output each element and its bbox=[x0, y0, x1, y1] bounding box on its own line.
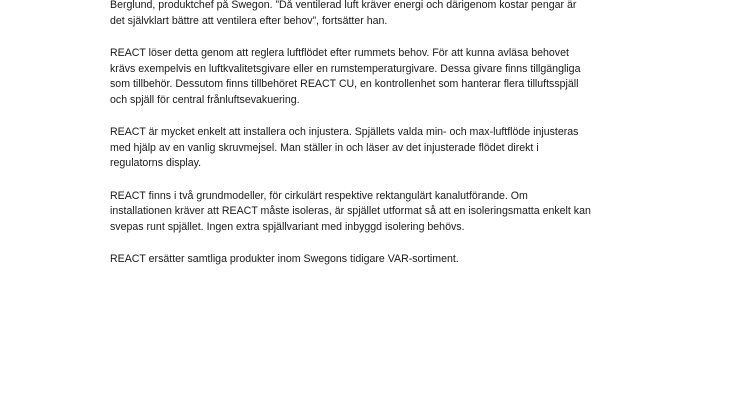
text-line: krävs exempelvis en luftkvalitetsgivare eller en rumstemperaturgivare. Dessa givare finns tillgängliga bbox=[110, 62, 581, 75]
text-line: svepas runt spjället. Ingen extra spjällvariant med inbyggd isolering behövs. bbox=[110, 220, 465, 233]
text-line: REACT är mycket enkelt att installera och injustera. Spjällets valda min- och max-luftflöde injusteras bbox=[110, 126, 579, 138]
paragraph-models bbox=[110, 189, 650, 236]
text-line: och spjäll för central frånluftsevakuering. bbox=[110, 93, 300, 106]
text-line: installationen kräver att REACT måste isoleras, är spjället utformat så att en isoleringsmatta enkelt kan bbox=[110, 205, 591, 217]
text-line: med hjälp av en vanlig skruvmejsel. Man ställer in och läser av det injusterade flödet direkt i bbox=[110, 141, 539, 154]
paragraph-regulation bbox=[110, 46, 650, 108]
text-line: regulatorns display. bbox=[110, 157, 202, 169]
document-body bbox=[110, 0, 650, 285]
paragraph-replacement bbox=[110, 252, 650, 268]
text-line: det självklart bättre att ventilera efter behov”, fortsätter han. bbox=[110, 14, 388, 27]
text-line: REACT löser detta genom att reglera luftflödet efter rummets behov. För att kunna avläsa behovet bbox=[110, 47, 569, 59]
text-line: Berglund, produktchef på Swegon. ”Då ventilerad luft kräver energi och därigenom kostar pengar är bbox=[110, 0, 577, 11]
text-line: REACT finns i två grundmodeller, för cirkulärt respektive rektangulärt kanalutförande. Om bbox=[110, 189, 528, 202]
paragraph-installation bbox=[110, 125, 650, 172]
paragraph-quote bbox=[110, 0, 650, 29]
text-line: som tillbehör. Dessutom finns tillbehöret REACT CU, en kontrollenhet som hanterar flera tilluftsspjäll bbox=[110, 78, 579, 90]
text-line: REACT ersätter samtliga produkter inom Swegons tidigare VAR-sortiment. bbox=[110, 253, 459, 265]
